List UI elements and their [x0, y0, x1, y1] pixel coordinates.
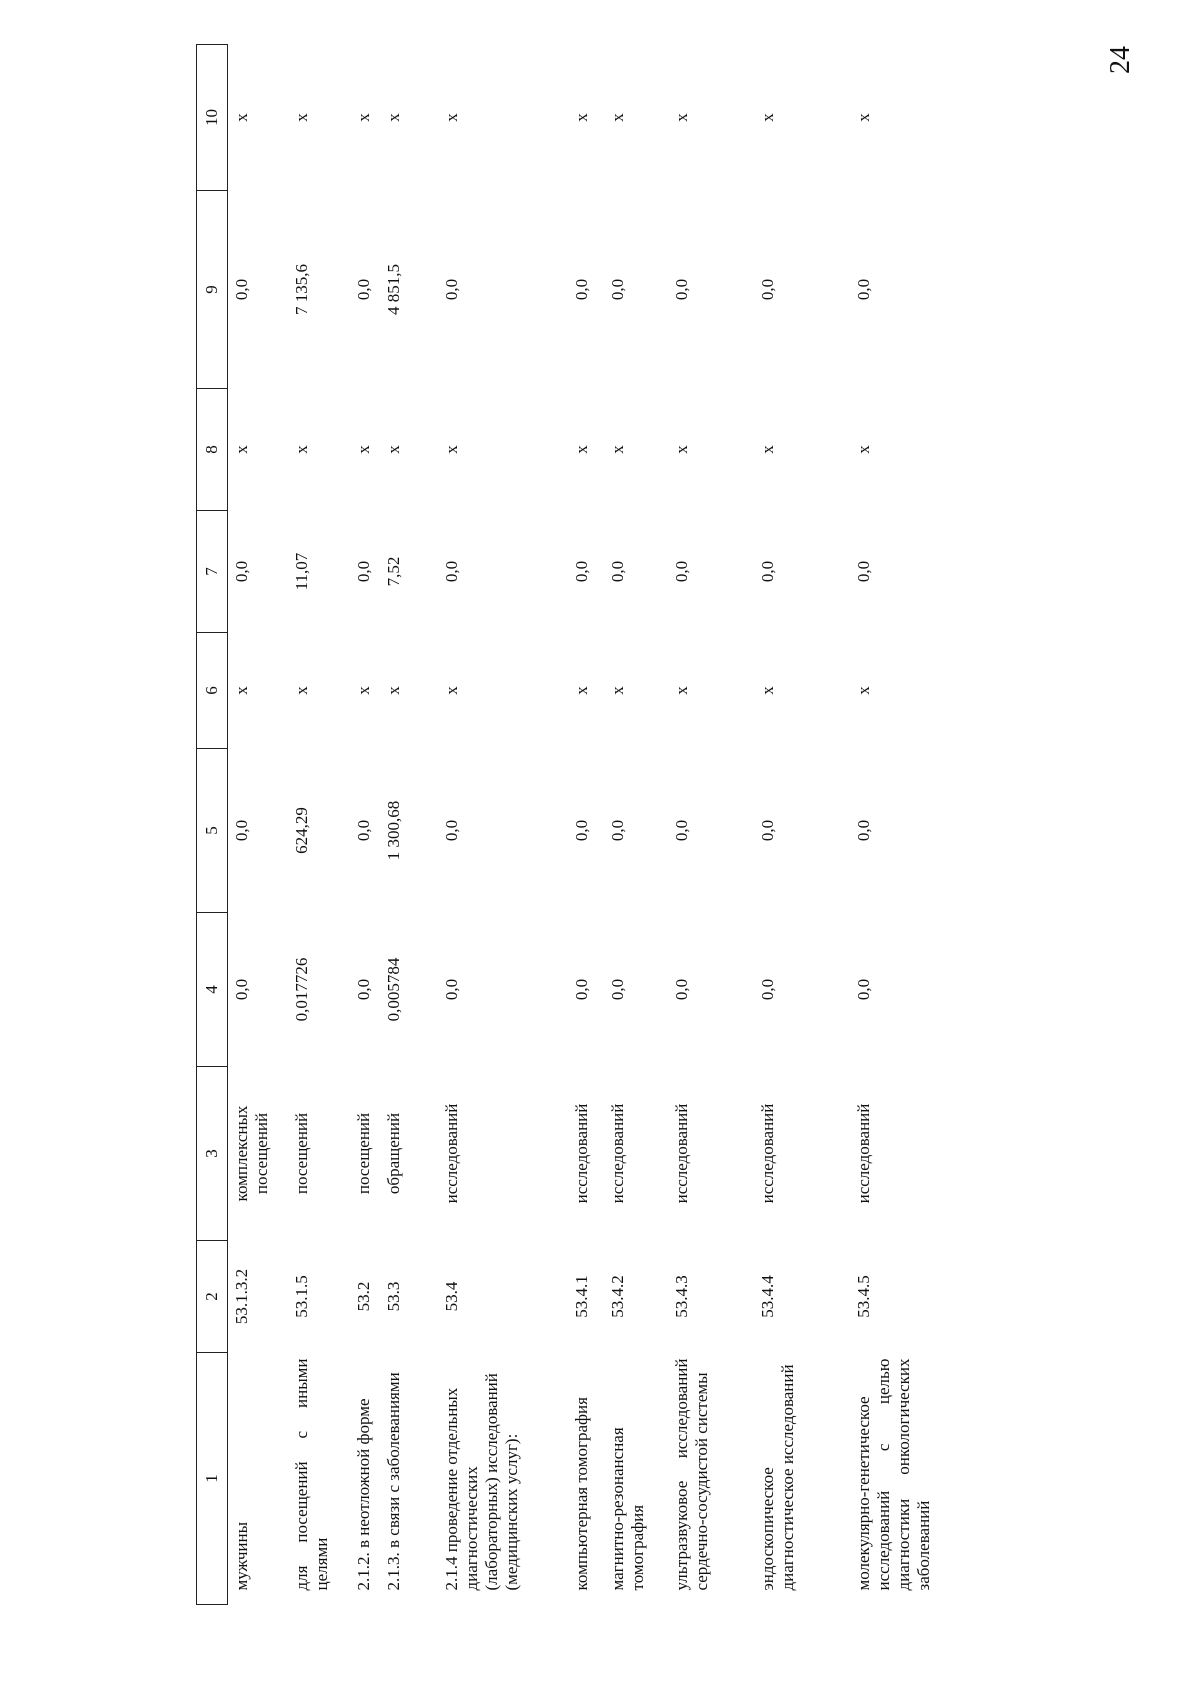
- row-label: 2.1.4 проведение отдельных диагностических (лабораторных) исследований (медицинских услуг):: [441, 1373, 521, 1591]
- row-unit: исследований: [853, 1103, 873, 1204]
- table-cell: 0,0: [441, 978, 461, 1001]
- table-cell: 0,0: [853, 278, 873, 301]
- column-header: 8: [197, 389, 228, 511]
- table-cell: 0,0: [441, 278, 461, 301]
- row-label: ультразвуковое исследований сердечно-сосудистой системы: [671, 1358, 711, 1591]
- table-row: [604, 45, 668, 1605]
- table-cell: 0,0: [353, 978, 373, 1001]
- table-cell: х: [853, 113, 873, 122]
- table-cell: х: [757, 445, 777, 454]
- table-cell: 7 135,6: [291, 264, 311, 315]
- row-unit: исследований: [607, 1103, 627, 1204]
- column-header: 9: [197, 191, 228, 389]
- row-label: для посещений с иными целями: [291, 1358, 331, 1591]
- table-cell: х: [353, 686, 373, 695]
- table-cell: 624,29: [291, 807, 311, 854]
- row-code: 53.1.3.2: [232, 1268, 251, 1325]
- table-cell: 0,0: [757, 978, 777, 1001]
- row-label: мужчины: [232, 1521, 251, 1591]
- table-cell: 0,0: [607, 978, 627, 1001]
- table-cell: х: [291, 113, 311, 122]
- table-cell: 7,52: [383, 556, 403, 587]
- row-unit: исследований: [441, 1103, 461, 1204]
- table-cell: х: [441, 113, 461, 122]
- table-cell: 0,0: [571, 560, 591, 583]
- table-cell: 0,0: [607, 278, 627, 301]
- table-cell: 11,07: [291, 552, 311, 591]
- row-unit: исследований: [671, 1103, 691, 1204]
- table-cell: 0,0: [757, 278, 777, 301]
- row-unit: посещений: [291, 1112, 311, 1195]
- table-cell: 0,0: [853, 560, 873, 583]
- table-cell: х: [353, 445, 373, 454]
- row-unit: комплексных посещений: [232, 1105, 271, 1202]
- table-cell: х: [441, 686, 461, 695]
- table-cell: х: [383, 113, 403, 122]
- row-label: 2.1.3. в связи с заболеваниями: [383, 1372, 403, 1591]
- table-cell: 0,0: [353, 278, 373, 301]
- table-cell: х: [757, 113, 777, 122]
- column-header: 2: [197, 1241, 228, 1353]
- table-row: [380, 45, 438, 1605]
- row-unit: исследований: [571, 1103, 591, 1204]
- header-row: [197, 45, 228, 1605]
- column-header: 7: [197, 511, 228, 633]
- table-cell: х: [671, 113, 691, 122]
- column-header: 1: [197, 1353, 228, 1605]
- table-row: [288, 45, 350, 1605]
- row-label: молекулярно-генетическое исследований с целью диагностики онкологических заболеваний: [853, 1358, 933, 1591]
- table-cell: х: [353, 113, 373, 122]
- table-cell: х: [441, 445, 461, 454]
- column-header: 5: [197, 749, 228, 913]
- table-row: [568, 45, 604, 1605]
- table-cell: 0,0: [757, 819, 777, 842]
- table-cell: 0,0: [757, 560, 777, 583]
- table-cell: х: [383, 686, 403, 695]
- table-row: [350, 45, 380, 1605]
- table-cell: 0,0: [571, 278, 591, 301]
- row-code: 53.4.1: [571, 1275, 591, 1318]
- rotated-table-container: [196, 45, 1200, 1605]
- table-cell: 0,0: [232, 560, 251, 583]
- table-cell: х: [853, 686, 873, 695]
- table-cell: 1 300,68: [383, 800, 403, 861]
- table-cell: 0,0: [671, 819, 691, 842]
- row-code: 53.3: [383, 1281, 403, 1312]
- table-cell: 0,0: [353, 560, 373, 583]
- table-cell: х: [571, 113, 591, 122]
- table-cell: 0,0: [232, 978, 251, 1001]
- table-cell: 0,0: [441, 560, 461, 583]
- table-cell: 0,017726: [291, 957, 311, 1022]
- table-cell: х: [571, 686, 591, 695]
- page-number: 24: [1105, 46, 1136, 74]
- table-cell: 0,0: [571, 819, 591, 842]
- table-cell: 0,0: [607, 560, 627, 583]
- table-cell: 0,0: [671, 560, 691, 583]
- row-label: компьютерная томография: [571, 1397, 591, 1591]
- table-cell: 0,0: [607, 819, 627, 842]
- row-code: 53.4.3: [671, 1275, 691, 1318]
- column-header: 3: [197, 1067, 228, 1241]
- table-cell: х: [571, 445, 591, 454]
- column-header: 10: [197, 45, 228, 191]
- row-code: 53.2: [353, 1281, 373, 1312]
- row-code: 53.4: [441, 1281, 461, 1312]
- table-row: [668, 45, 754, 1605]
- table-cell: 0,0: [853, 819, 873, 842]
- table-cell: 0,0: [571, 978, 591, 1001]
- table-cell: х: [607, 113, 627, 122]
- table-cell: х: [607, 686, 627, 695]
- table-row: [438, 45, 568, 1605]
- table-cell: х: [607, 445, 627, 454]
- table-cell: 0,0: [441, 819, 461, 842]
- table-cell: 4 851,5: [383, 264, 403, 315]
- table-row: [850, 45, 970, 1605]
- row-unit: обращений: [383, 1112, 403, 1195]
- row-label: 2.1.2. в неотложной форме: [353, 1398, 373, 1591]
- data-table: [196, 44, 970, 1605]
- table-cell: 0,0: [353, 819, 373, 842]
- row-label: эндоскопическое диагностическое исследований: [757, 1364, 797, 1591]
- column-header: 6: [197, 633, 228, 749]
- table-cell: х: [291, 445, 311, 454]
- table-cell: 0,005784: [383, 957, 403, 1022]
- table-cell: х: [671, 686, 691, 695]
- table-cell: х: [291, 686, 311, 695]
- row-unit: исследований: [757, 1103, 777, 1204]
- table-cell: х: [232, 686, 251, 695]
- table-cell: х: [232, 113, 251, 122]
- column-header: 4: [197, 913, 228, 1067]
- row-code: 53.1.5: [291, 1275, 311, 1318]
- table-cell: 0,0: [232, 278, 251, 301]
- row-unit: посещений: [353, 1112, 373, 1195]
- table-cell: х: [853, 445, 873, 454]
- table-cell: 0,0: [671, 978, 691, 1001]
- table-cell: 0,0: [671, 278, 691, 301]
- table-cell: 0,0: [853, 978, 873, 1001]
- table-cell: х: [232, 445, 251, 454]
- table-row: [228, 45, 288, 1605]
- table-cell: 0,0: [232, 819, 251, 842]
- table-row: [754, 45, 850, 1605]
- table-cell: х: [757, 686, 777, 695]
- row-label: магнитно-резонансная томография: [607, 1427, 647, 1591]
- row-code: 53.4.2: [607, 1275, 627, 1318]
- row-code: 53.4.4: [757, 1275, 777, 1318]
- table-cell: х: [671, 445, 691, 454]
- row-code: 53.4.5: [853, 1275, 873, 1318]
- table-cell: х: [383, 445, 403, 454]
